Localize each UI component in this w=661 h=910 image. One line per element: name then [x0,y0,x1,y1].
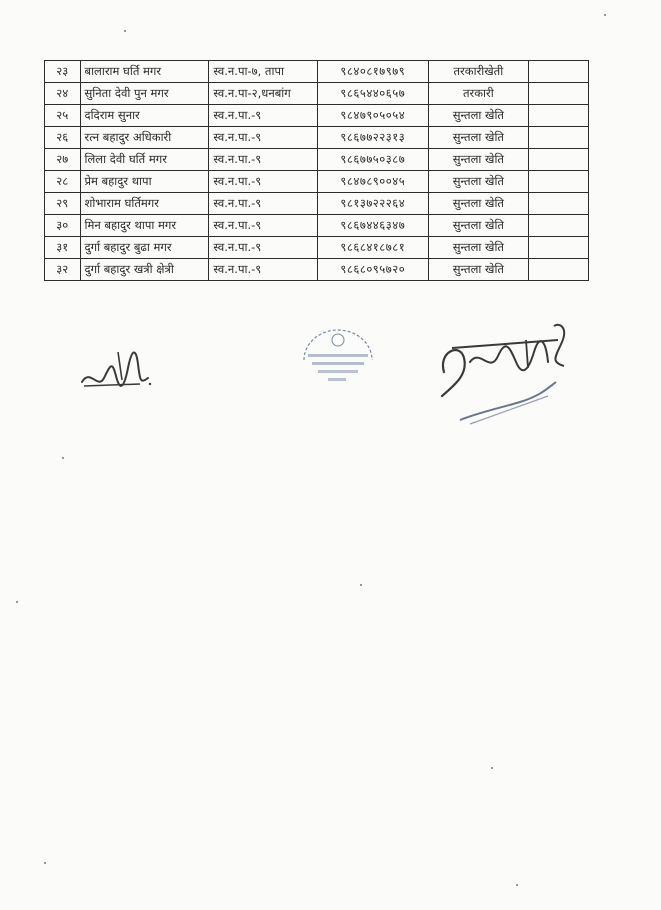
table-row [45,127,589,149]
address-cell: स्व.न.पा.-९ [209,171,318,193]
serial-number-cell: २६ [45,127,81,149]
address-cell: स्व.न.पा.-९ [209,149,318,171]
name-cell: बालाराम घर्ति मगर [80,61,209,83]
occupation-cell: सुन्तला खेति [428,149,528,171]
address-cell: स्व.न.पा.-९ [209,105,318,127]
table-row [45,215,589,237]
phone-cell: ९८६७७५०३८७ [318,149,429,171]
serial-number-cell: २३ [45,61,81,83]
address-cell: स्व.न.पा.-९ [209,237,318,259]
table-row [45,171,589,193]
remarks-cell [529,193,589,215]
serial-number-cell: ३१ [45,237,81,259]
remarks-cell [529,105,589,127]
name-cell: लिला देवी घर्ति मगर [80,149,209,171]
occupation-cell: तरकारीखेती [428,61,528,83]
phone-cell: ९८६८०९५७२० [318,259,429,281]
phone-cell: ९८६७४४६३४७ [318,215,429,237]
scan-speck [516,884,518,886]
remarks-cell [529,259,589,281]
serial-number-cell: २९ [45,193,81,215]
address-cell: स्व.न.पा.-९ [209,259,318,281]
farmer-list-table [44,60,589,281]
table-row [45,193,589,215]
scan-speck [360,584,362,586]
occupation-cell: सुन्तला खेति [428,127,528,149]
occupation-cell: सुन्तला खेति [428,215,528,237]
address-cell: स्व.न.पा-७, तापा [209,61,318,83]
serial-number-cell: ३० [45,215,81,237]
phone-cell: ९८१३७२२२६४ [318,193,429,215]
scan-speck [491,767,493,769]
scan-speck [124,30,126,32]
table-row [45,149,589,171]
phone-cell: ९८४७८९००४५ [318,171,429,193]
name-cell: दुर्गा बहादुर खत्री क्षेत्री [80,259,209,281]
table-row [45,83,589,105]
occupation-cell: सुन्तला खेति [428,237,528,259]
table-row [45,237,589,259]
scan-speck [16,601,18,603]
farmer-list-body [45,61,589,281]
remarks-cell [529,171,589,193]
phone-cell: ९८६८४१८७८१ [318,237,429,259]
occupation-cell: तरकारी [428,83,528,105]
name-cell: मिन बहादुर थापा मगर [80,215,209,237]
occupation-cell: सुन्तला खेति [428,105,528,127]
name-cell: प्रेम बहादुर थापा [80,171,209,193]
phone-cell: ९८४७९०५०५४ [318,105,429,127]
serial-number-cell: २८ [45,171,81,193]
address-cell: स्व.न.पा-२,धनबांग [209,83,318,105]
name-cell: सुनिता देवी पुन मगर [80,83,209,105]
office-stamp [290,320,386,400]
table-row [45,105,589,127]
name-cell: शोभाराम घर्तिमगर [80,193,209,215]
name-cell: रत्न बहादुर अधिकारी [80,127,209,149]
serial-number-cell: २४ [45,83,81,105]
remarks-cell [529,237,589,259]
occupation-cell: सुन्तला खेति [428,193,528,215]
phone-cell: ९८६५४४०६५७ [318,83,429,105]
serial-number-cell: २७ [45,149,81,171]
address-cell: स्व.न.पा.-९ [209,215,318,237]
occupation-cell: सुन्तला खेति [428,259,528,281]
phone-cell: ९८६७७२२३१३ [318,127,429,149]
serial-number-cell: ३२ [45,259,81,281]
occupation-cell: सुन्तला खेति [428,171,528,193]
remarks-cell [529,149,589,171]
right-signature [430,312,580,432]
name-cell: ददिराम सुनार [80,105,209,127]
address-cell: स्व.न.पा.-९ [209,193,318,215]
scan-speck [604,14,606,16]
remarks-cell [529,215,589,237]
name-cell: दुर्गा बहादुर बुढा मगर [80,237,209,259]
phone-cell: ९८४०८१७९७९ [318,61,429,83]
address-cell: स्व.न.पा.-९ [209,127,318,149]
scan-speck [44,862,46,864]
table-row [45,61,589,83]
table-row [45,259,589,281]
scan-speck [62,457,64,459]
remarks-cell [529,127,589,149]
remarks-cell [529,61,589,83]
remarks-cell [529,83,589,105]
serial-number-cell: २५ [45,105,81,127]
left-signature [78,338,158,398]
